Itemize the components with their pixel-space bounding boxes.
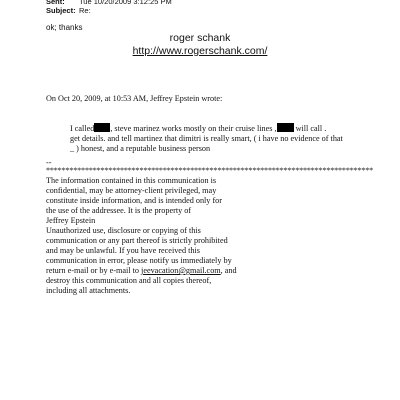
disclaimer-line: Unauthorized use, disclosure or copying of this <box>46 226 201 235</box>
signature-name: roger schank <box>169 32 231 44</box>
subject-value: Re: <box>79 6 91 15</box>
disclaimer-line: destroy this communication and all copies thereof, <box>46 276 212 285</box>
quoted-line-1-start: I called <box>70 124 95 133</box>
quoted-line-1-end: will call . <box>293 124 327 133</box>
signature-link[interactable]: http://www.rogerschank.com/ <box>132 45 268 57</box>
disclaimer-notify-line <box>46 266 237 276</box>
disclaimer-line: The information contained in this communication is <box>46 176 217 185</box>
disclaimer-line: including all attachments. <box>46 286 131 295</box>
quoted-line-1-middle: , steve marinez works mostly on their cruise lines , <box>110 124 277 133</box>
quoted-line-3: _ ) honest, and a reputable business person <box>70 144 211 153</box>
notify-text-pre: return e-mail or by e-mail to <box>46 266 142 275</box>
quoted-line-1 <box>70 123 343 134</box>
header-subject-row <box>46 6 91 15</box>
disclaimer-line: confidential, may be attorney-client privileged, may <box>46 186 217 195</box>
disclaimer-block <box>46 176 237 296</box>
disclaimer-line: constitute inside information, and is intended only for <box>46 196 222 205</box>
subject-label: Subject: <box>46 6 76 15</box>
disclaimer-line: the use of the addressee. It is the property of <box>46 206 192 215</box>
notify-text-post: , and <box>220 266 237 275</box>
quoted-message <box>70 123 343 154</box>
signature-separator: -- <box>46 158 52 167</box>
sent-label: Sent: <box>46 0 65 6</box>
redaction-box <box>277 123 294 132</box>
asterisk-divider: ************************************************************************************ <box>46 166 374 175</box>
notify-email-link[interactable]: jeevacation@gmail.com <box>141 266 221 275</box>
disclaimer-line: communication or any part thereof is strictly prohibited <box>46 236 228 245</box>
sent-value: Tue 10/20/2009 3:12:25 PM <box>79 0 172 6</box>
redaction-box <box>94 123 110 132</box>
quoted-line-2: get details. and tell martinez that dimitri is really smart, ( i have no evidence of that <box>70 134 343 143</box>
disclaimer-line: and may be unlawful. If you have received this <box>46 246 200 255</box>
disclaimer-line: Jeffrey Epstein <box>46 216 96 225</box>
quoted-intro: On Oct 20, 2009, at 10:53 AM, Jeffrey Epstein wrote: <box>46 94 223 103</box>
disclaimer-line: communication in error, please notify us immediately by <box>46 256 232 265</box>
reply-body: ok; thanks <box>46 23 83 32</box>
